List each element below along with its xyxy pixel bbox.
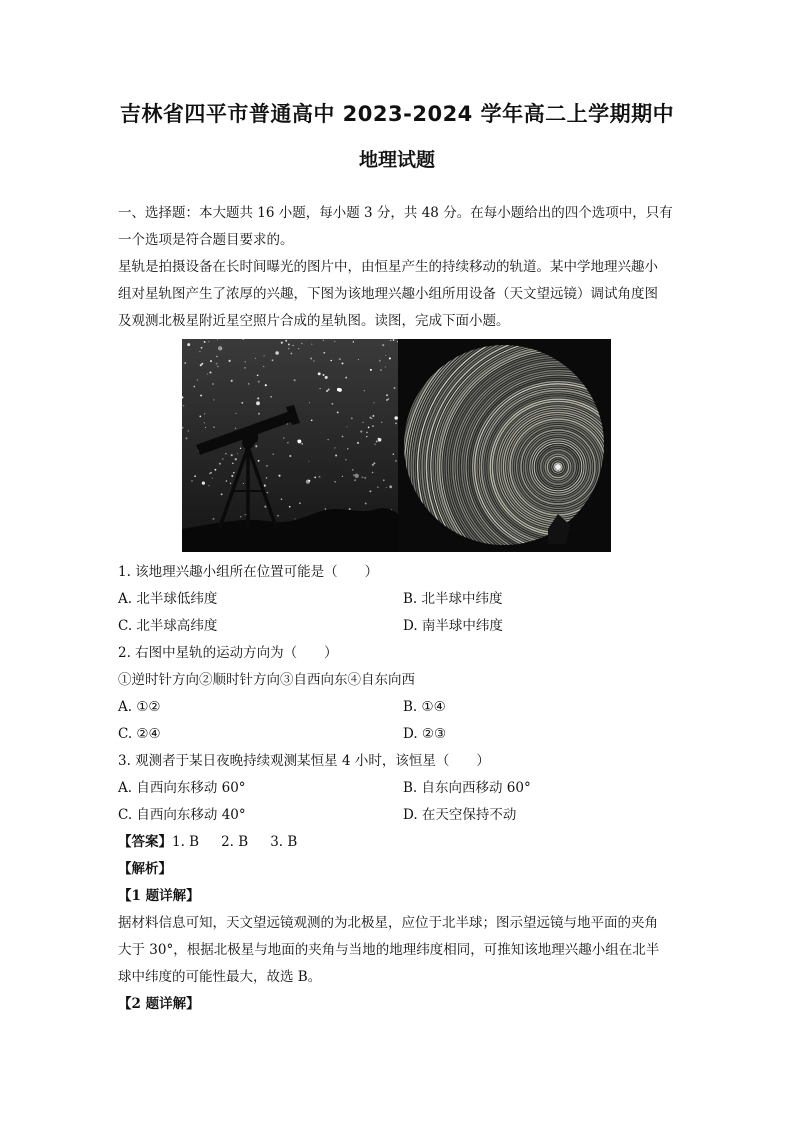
material-line-2: 组对星轨图产生了浓厚的兴趣，下图为该地理兴趣小组所用设备（天文望远镜）调试角度图 xyxy=(118,286,658,302)
question-1-option-d[interactable]: D. 南半球中纬度 xyxy=(403,618,503,634)
question-3-option-c[interactable]: C. 自西向东移动 40° xyxy=(118,807,246,823)
question-2-statements: ①逆时针方向②顺时针方向③自西向东④自东向西 xyxy=(118,672,415,688)
question-1-option-b[interactable]: B. 北半球中纬度 xyxy=(403,591,503,607)
question-2-option-a[interactable]: A. ①② xyxy=(118,699,161,715)
question-1-stem: 1. 该地理兴趣小组所在位置可能是（ ） xyxy=(118,564,379,580)
figure-pair xyxy=(182,339,611,552)
question-2-option-b[interactable]: B. ①④ xyxy=(403,699,446,715)
section-instruction-line-1: 一、选择题：本大题共 16 小题，每小题 3 分，共 48 分。在每小题给出的四个选项中，只有 xyxy=(118,205,673,221)
material-line-1: 星轨是拍摄设备在长时间曝光的图片中，由恒星产生的持续移动的轨道。某中学地理兴趣小 xyxy=(118,259,658,275)
analysis-q1-label: 【1 题详解】 xyxy=(118,888,200,904)
document-subtitle: 地理试题 xyxy=(358,149,435,171)
answer-line xyxy=(118,833,319,851)
question-2-option-d[interactable]: D. ②③ xyxy=(403,726,447,742)
telescope-photo xyxy=(182,339,398,552)
question-3-option-b[interactable]: B. 自东向西移动 60° xyxy=(403,780,531,796)
answer-label: 【答案】 xyxy=(118,834,172,850)
telescope-silhouette-icon xyxy=(182,339,398,552)
star-trails-photo xyxy=(398,339,611,552)
analysis-q1-line-3: 球中纬度的可能性最大，故选 B。 xyxy=(118,969,322,985)
analysis-label: 【解析】 xyxy=(118,861,172,877)
question-3-stem: 3. 观测者于某日夜晚持续观测某恒星 4 小时，该恒星（ ） xyxy=(118,753,490,769)
question-1-option-c[interactable]: C. 北半球高纬度 xyxy=(118,618,218,634)
material-line-3: 及观测北极星附近星空照片合成的星轨图。读图，完成下面小题。 xyxy=(118,313,510,329)
question-2-stem: 2. 右图中星轨的运动方向为（ ） xyxy=(118,645,338,661)
question-3-option-a[interactable]: A. 自西向东移动 60° xyxy=(118,780,246,796)
question-1-option-a[interactable]: A. 北半球低纬度 xyxy=(118,591,218,607)
analysis-q1-line-1: 据材料信息可知，天文望远镜观测的为北极星，应位于北半球；图示望远镜与地平面的夹角 xyxy=(118,915,658,931)
analysis-q1-line-2: 大于 30°，根据北极星与地面的夹角与当地的地理纬度相同，可推知该地理兴趣小组在北半 xyxy=(118,942,660,958)
question-2-option-c[interactable]: C. ②④ xyxy=(118,726,161,742)
answer-item-1: 1. B xyxy=(172,834,200,850)
document-title: 吉林省四平市普通高中 2023-2024 学年高二上学期期中 xyxy=(119,102,675,126)
section-instruction-line-2: 一个选项是符合题目要求的。 xyxy=(118,232,294,248)
star-trails-icon xyxy=(398,339,611,552)
answer-item-2: 2. B xyxy=(221,834,249,850)
analysis-q2-label: 【2 题详解】 xyxy=(118,996,200,1012)
question-3-option-d[interactable]: D. 在天空保持不动 xyxy=(403,807,517,823)
answer-item-3: 3. B xyxy=(270,834,298,850)
